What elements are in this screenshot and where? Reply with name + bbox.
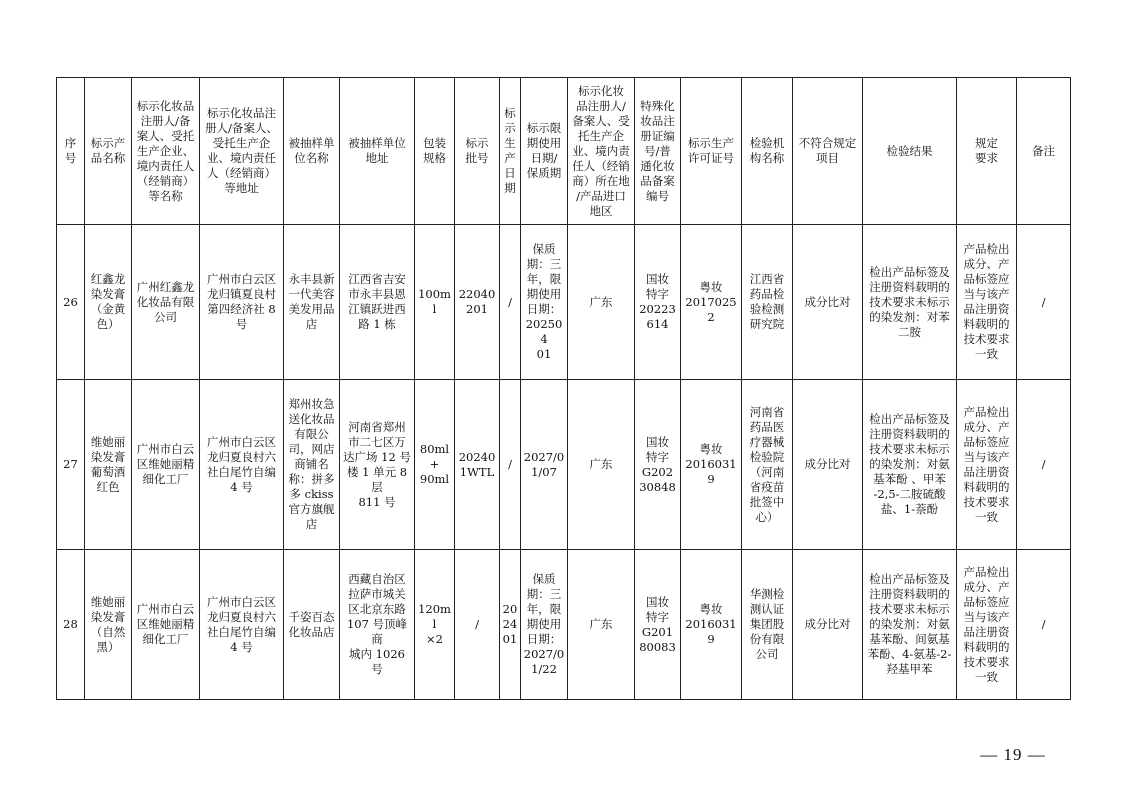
header-cell-batch-number: 标示 批号 bbox=[455, 78, 500, 225]
cell-serial: 27 bbox=[57, 380, 85, 550]
header-cell-registration-number: 特殊化 妆品注 册证编 号/普 通化妆 品备案 编号 bbox=[635, 78, 681, 225]
cell-package-spec: 80ml+ 90ml bbox=[415, 380, 455, 550]
cell-batch-number: 20240 1WTL bbox=[455, 380, 500, 550]
cell-remarks: / bbox=[1017, 380, 1071, 550]
header-cell-registrant-name: 标示化妆品 注册人/备 案人、受托 生产企业、 境内责任人 （经销商） 等名称 bbox=[132, 78, 200, 225]
cell-expiry: 2027/0 1/07 bbox=[521, 380, 568, 550]
table-row bbox=[57, 550, 1071, 700]
cell-testing-institution: 华测检 测认证 集团股 份有限 公司 bbox=[742, 550, 793, 700]
cell-nonconforming-item: 成分比对 bbox=[793, 550, 863, 700]
cell-registration-number: 国妆 特字 20223 614 bbox=[635, 225, 681, 380]
inspection-results-table bbox=[56, 77, 1071, 700]
cell-registrant-name: 广州市白云 区维她丽精 细化工厂 bbox=[132, 380, 200, 550]
header-cell-sampled-unit-address: 被抽样单位 地址 bbox=[340, 78, 415, 225]
cell-sampled-unit-address: 西藏自治区 拉萨市城关 区北京东路 107 号顶峰商 城内 1026 号 bbox=[340, 550, 415, 700]
header-cell-origin-region: 标示化妆 品注册人/ 备案人、受 托生产企 业、境内责 任人（经销 商）所在地 /产品进口 地区 bbox=[568, 78, 635, 225]
cell-nonconforming-item: 成分比对 bbox=[793, 380, 863, 550]
cell-production-date: / bbox=[500, 225, 521, 380]
cell-requirement: 产品检出 成分、产 品标签应 当与该产 品注册资 料载明的 技术要求 一致 bbox=[957, 225, 1017, 380]
cell-registrant-address: 广州市白云区 龙归镇夏良村 第四经济社 8 号 bbox=[200, 225, 284, 380]
cell-origin-region: 广东 bbox=[568, 225, 635, 380]
cell-expiry: 保质 期：三 年，限 期使用 日期： 2027/0 1/22 bbox=[521, 550, 568, 700]
cell-batch-number: / bbox=[455, 550, 500, 700]
cell-license-number: 粤妆 20160319 bbox=[681, 380, 742, 550]
header-cell-testing-institution: 检验机 构名称 bbox=[742, 78, 793, 225]
header-cell-production-date: 标 示 生 产 日 期 bbox=[500, 78, 521, 225]
cell-sampled-unit-name: 郑州妆急 送化妆品 有限公 司，网店 商铺名 称：拼多 多 ckiss 官方旗舰 店 bbox=[284, 380, 340, 550]
header-cell-nonconforming-item: 不符合规定 项目 bbox=[793, 78, 863, 225]
cell-batch-number: 22040 201 bbox=[455, 225, 500, 380]
table-row bbox=[57, 380, 1071, 550]
cell-test-result: 检出产品标签及 注册资料载明的 技术要求未标示 的染发剂：对氨 基苯酚、间氨基 苯酚、4-氨基-2- 羟基甲苯 bbox=[863, 550, 957, 700]
cell-requirement: 产品检出 成分、产 品标签应 当与该产 品注册资 料载明的 技术要求 一致 bbox=[957, 380, 1017, 550]
header-cell-license-number: 标示生产 许可证号 bbox=[681, 78, 742, 225]
cell-registrant-address: 广州市白云区 龙归夏良村六 社白尾竹自编 4 号 bbox=[200, 380, 284, 550]
table-row bbox=[57, 225, 1071, 380]
cell-registration-number: 国妆 特字 G202 30848 bbox=[635, 380, 681, 550]
cell-production-date: 20 24 01 bbox=[500, 550, 521, 700]
cell-expiry: 保质 期：三 年，限 期使用 日期： 202504 01 bbox=[521, 225, 568, 380]
cell-sampled-unit-name: 千姿百态 化妆品店 bbox=[284, 550, 340, 700]
cell-package-spec: 100ml bbox=[415, 225, 455, 380]
cell-nonconforming-item: 成分比对 bbox=[793, 225, 863, 380]
header-cell-requirement: 规定 要求 bbox=[957, 78, 1017, 225]
header-cell-registrant-address: 标示化妆品注 册人/备案人、 受托生产企 业、境内责任 人（经销商） 等地址 bbox=[200, 78, 284, 225]
cell-registration-number: 国妆 特字 G201 80083 bbox=[635, 550, 681, 700]
cell-license-number: 粤妆 20170252 bbox=[681, 225, 742, 380]
header-row bbox=[57, 78, 1071, 225]
page-number: — 19 — bbox=[980, 745, 1046, 764]
header-cell-product-name: 标示产 品名称 bbox=[85, 78, 132, 225]
cell-test-result: 检出产品标签及 注册资料载明的 技术要求未标示 的染发剂：对氨 基苯酚 、甲苯 -2,5-二胺硫酸 盐、1-萘酚 bbox=[863, 380, 957, 550]
cell-product-name: 红鑫龙 染发膏 （金黄 色） bbox=[85, 225, 132, 380]
header-cell-remarks: 备注 bbox=[1017, 78, 1071, 225]
header-cell-package-spec: 包装 规格 bbox=[415, 78, 455, 225]
cell-origin-region: 广东 bbox=[568, 550, 635, 700]
header-cell-sampled-unit-name: 被抽样单 位名称 bbox=[284, 78, 340, 225]
cell-registrant-address: 广州市白云区 龙归夏良村六 社白尾竹自编 4 号 bbox=[200, 550, 284, 700]
cell-serial: 28 bbox=[57, 550, 85, 700]
cell-testing-institution: 河南省 药品医 疗器械 检验院 （河南 省疫苗 批签中 心） bbox=[742, 380, 793, 550]
header-cell-expiry: 标示限 期使用 日期/ 保质期 bbox=[521, 78, 568, 225]
cell-registrant-name: 广州红鑫龙 化妆品有限 公司 bbox=[132, 225, 200, 380]
table-body bbox=[57, 225, 1071, 700]
cell-sampled-unit-address: 河南省郑州 市二七区万 达广场 12 号 楼 1 单元 8 层 811 号 bbox=[340, 380, 415, 550]
cell-product-name: 维她丽 染发膏 葡萄酒 红色 bbox=[85, 380, 132, 550]
cell-remarks: / bbox=[1017, 225, 1071, 380]
header-cell-test-result: 检验结果 bbox=[863, 78, 957, 225]
cell-remarks: / bbox=[1017, 550, 1071, 700]
cell-product-name: 维她丽 染发膏 （自然 黑） bbox=[85, 550, 132, 700]
table-header bbox=[57, 78, 1071, 225]
cell-serial: 26 bbox=[57, 225, 85, 380]
cell-license-number: 粤妆 20160319 bbox=[681, 550, 742, 700]
cell-package-spec: 120ml ×2 bbox=[415, 550, 455, 700]
cell-sampled-unit-address: 江西省吉安 市永丰县恩 江镇跃进西 路 1 栋 bbox=[340, 225, 415, 380]
cell-origin-region: 广东 bbox=[568, 380, 635, 550]
cell-sampled-unit-name: 永丰县新 一代美容 美发用品 店 bbox=[284, 225, 340, 380]
cell-testing-institution: 江西省 药品检 验检测 研究院 bbox=[742, 225, 793, 380]
cell-production-date: / bbox=[500, 380, 521, 550]
cell-test-result: 检出产品标签及 注册资料载明的 技术要求未标示 的染发剂：对苯 二胺 bbox=[863, 225, 957, 380]
cell-requirement: 产品检出 成分、产 品标签应 当与该产 品注册资 料载明的 技术要求 一致 bbox=[957, 550, 1017, 700]
header-cell-serial: 序 号 bbox=[57, 78, 85, 225]
cell-registrant-name: 广州市白云 区维她丽精 细化工厂 bbox=[132, 550, 200, 700]
